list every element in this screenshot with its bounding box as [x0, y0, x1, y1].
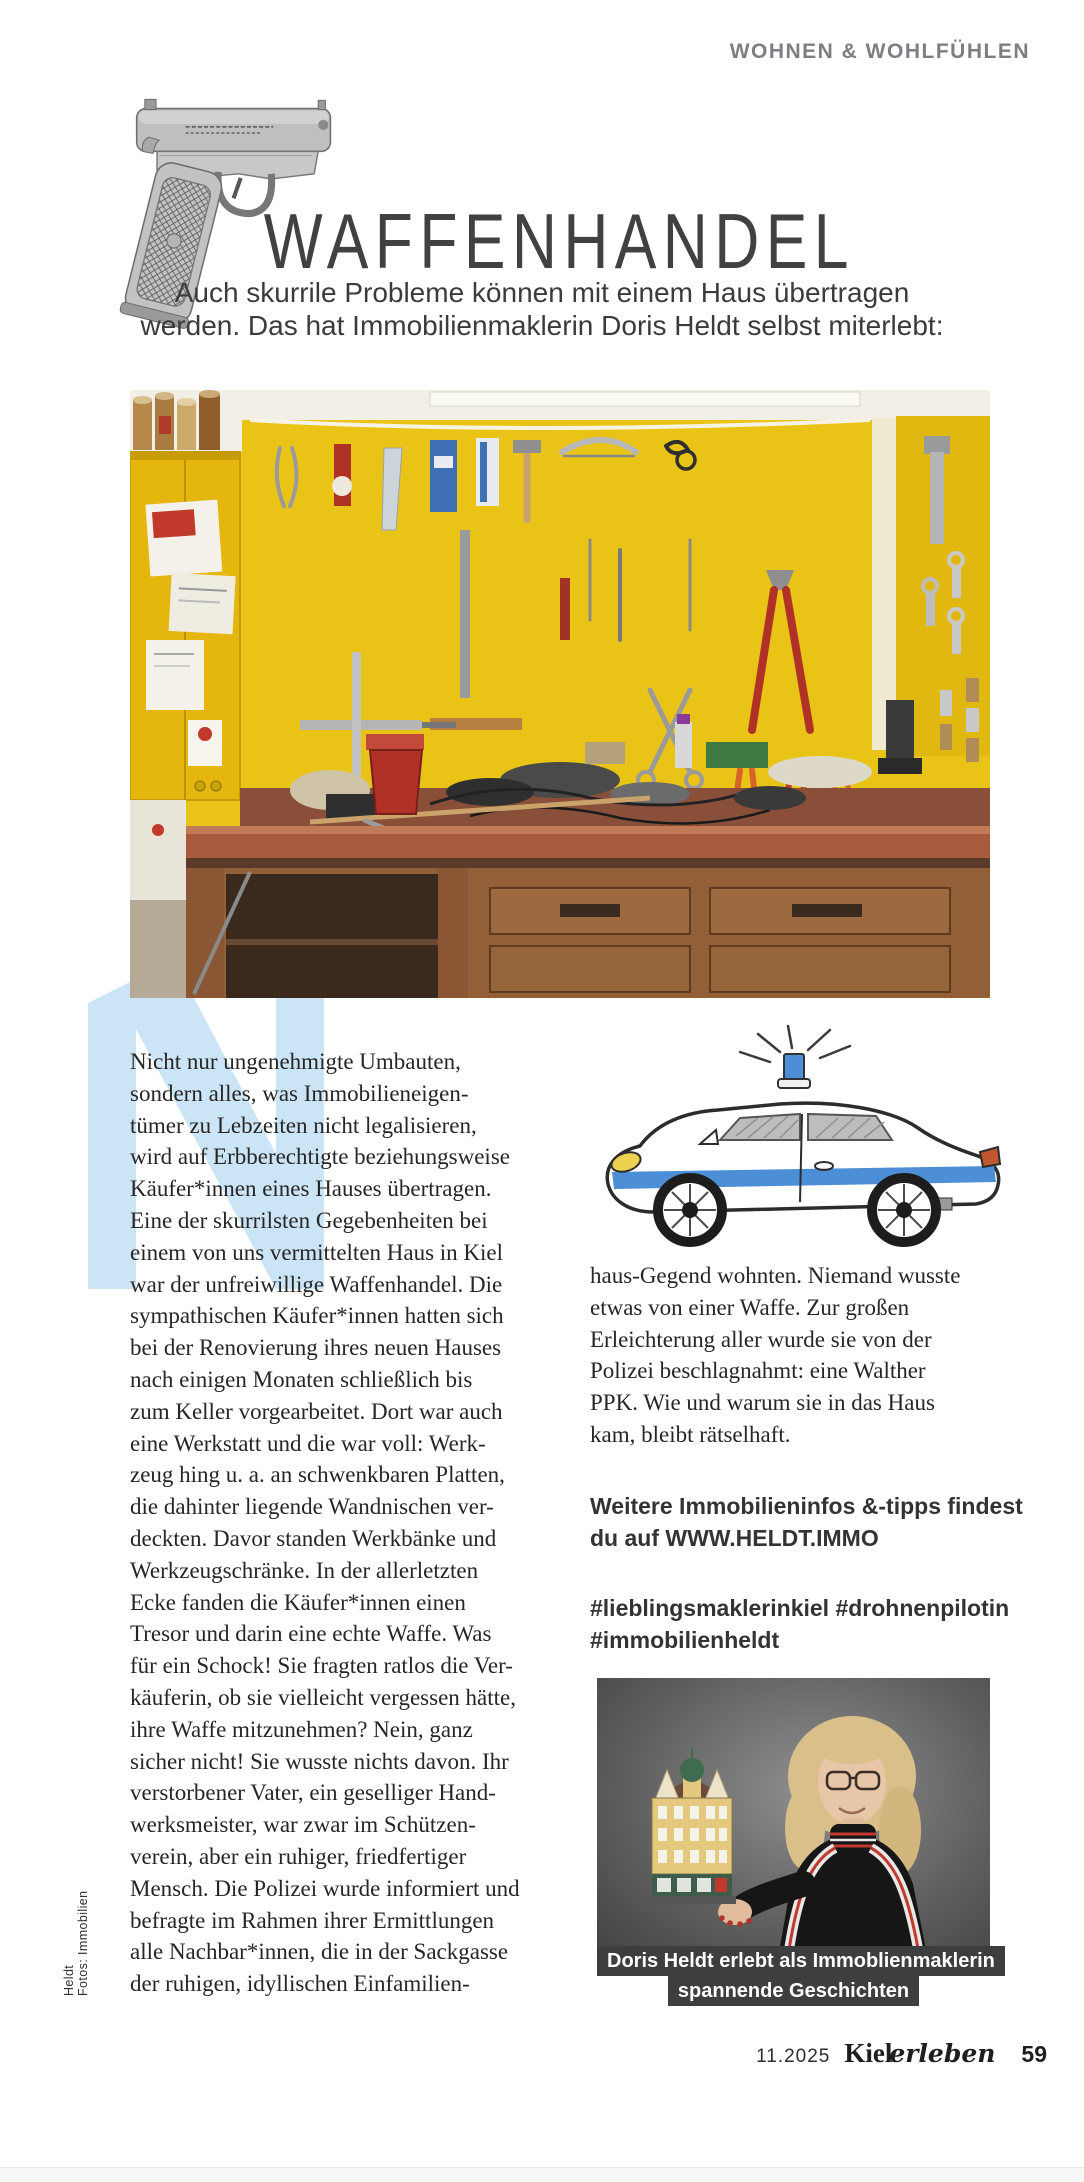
text-line: der ruhigen, idyllischen Einfamilien-: [130, 1971, 470, 1997]
text-line: Erleichterung aller wurde sie von der: [590, 1326, 932, 1352]
text-line: Käufer*innen eines Hauses übertragen.: [130, 1176, 492, 1202]
text-line: war der unfreiwillige Waffenhandel. Die: [130, 1271, 503, 1297]
text-line: eine Werkstatt und die war voll: Werk-: [130, 1430, 486, 1456]
front-wheel: [658, 1178, 722, 1242]
text-line: sympathischen Käufer*innen hatten sich: [130, 1303, 504, 1329]
text-line: PPK. Wie und warum sie in das Haus: [590, 1390, 935, 1416]
issue-date: 11.2025: [756, 2046, 831, 2067]
bottom-strip: [0, 2167, 1084, 2182]
text-line: für ein Schock! Sie fragten ratlos die Ver-: [130, 1653, 513, 1679]
text-line: bei der Renovierung ihres neuen Hauses: [130, 1335, 502, 1361]
hashtag-line: #lieblingsmaklerinkiel #drohnenpilotin: [590, 1595, 1010, 1621]
promo-line: Weitere Immobilieninfos &-tipps findest: [590, 1493, 1023, 1519]
hashtag-line: #immobilienheldt: [590, 1627, 780, 1653]
caption-line: spannende Geschichten: [668, 1976, 919, 2006]
text-line: haus-Gegend wohnten. Niemand wusste: [590, 1263, 961, 1288]
text-line: zeug hing u. a. an schwenkbaren Platten,: [130, 1462, 505, 1488]
rear-wheel: [872, 1178, 936, 1242]
text-line: deckten. Davor standen Werkbänke und: [130, 1525, 497, 1551]
promo-text: [590, 1490, 1023, 1554]
text-line: tümer zu Lebzeiten nicht legalisieren,: [130, 1112, 477, 1138]
page-subtitle: [0, 276, 1084, 342]
hashtags: [590, 1592, 1010, 1656]
text-line: nach einigen Monaten schließlich bis: [130, 1366, 473, 1392]
caption-line: Doris Heldt erlebt als Immoblienmaklerin: [597, 1946, 1005, 1976]
text-line: zum Keller vorgearbeitet. Dort war auch: [130, 1398, 503, 1424]
text-line: sondern alles, was Immobilieneigen-: [130, 1080, 469, 1106]
photo-credit: Fotos: Immobilien Heldt: [62, 1890, 90, 1996]
text-line: die dahinter liegende Wandnischen ver-: [130, 1494, 494, 1520]
text-line: etwas von einer Waffe. Zur großen: [590, 1294, 910, 1320]
page-title: WAFFENHANDEL: [263, 197, 855, 285]
section-label: WOHNEN & WOHLFÜHLEN: [729, 40, 1030, 63]
text-line: Mensch. Die Polizei wurde informiert und: [130, 1875, 520, 1901]
text-line: ihre Waffe mitzunehmen? Nein, ganz: [130, 1716, 473, 1742]
article-left-column: [130, 1046, 550, 2000]
workshop-photo: [130, 390, 990, 998]
text-line: kam, bleibt rätselhaft.: [590, 1421, 791, 1447]
text-line: Werkzeugschränke. In der allerletzten: [130, 1557, 479, 1583]
text-line: Polizei beschlagnahmt: eine Walther: [590, 1358, 926, 1384]
text-line: Ecke fanden die Käufer*innen einen: [130, 1589, 466, 1615]
text-line: befragte im Rahmen ihrer Ermittlungen: [130, 1907, 495, 1933]
text-line: werksmeister, war zwar im Schützen-: [130, 1812, 476, 1838]
magazine-logo: [844, 2038, 995, 2069]
text-line: alle Nachbar*innen, die in der Sackgasse: [130, 1939, 509, 1965]
text-line: sicher nicht! Sie wusste nichts davon. Ihr: [130, 1748, 509, 1774]
text-line: wird auf Erbberechtigte beziehungsweise: [130, 1144, 510, 1170]
subtitle-line: Auch skurrile Probleme können mit einem Haus übertragen: [174, 277, 910, 308]
text-line: Eine der skurrilsten Gegebenheiten bei: [130, 1207, 488, 1233]
text-line: käuferin, ob sie vielleicht vergessen hätte,: [130, 1684, 516, 1710]
police-car-illustration: [588, 1024, 1012, 1256]
portrait-photo: [597, 1678, 990, 1975]
magazine-logo-part2: erleben: [889, 2039, 996, 2068]
promo-line: du auf WWW.HELDT.IMMO: [590, 1525, 879, 1551]
photo-caption: [597, 1946, 995, 2006]
magazine-logo-part1: Kiel: [844, 2038, 893, 2068]
text-line: verstorbener Vater, ein geselliger Hand-: [130, 1780, 496, 1806]
subtitle-line: werden. Das hat Immobilienmaklerin Doris Heldt selbst miterlebt:: [140, 310, 944, 341]
text-line: einem von uns vermittelten Haus in Kiel: [130, 1239, 504, 1265]
text-line: Nicht nur ungenehmigte Umbauten,: [130, 1049, 461, 1074]
text-line: Tresor und darin eine echte Waffe. Was: [130, 1621, 492, 1647]
text-line: verein, aber ein ruhiger, friedfertiger: [130, 1843, 467, 1869]
page-number: 59: [1021, 2041, 1047, 2067]
page-footer: [756, 2038, 1047, 2069]
article-right-column: [590, 1260, 1000, 1451]
